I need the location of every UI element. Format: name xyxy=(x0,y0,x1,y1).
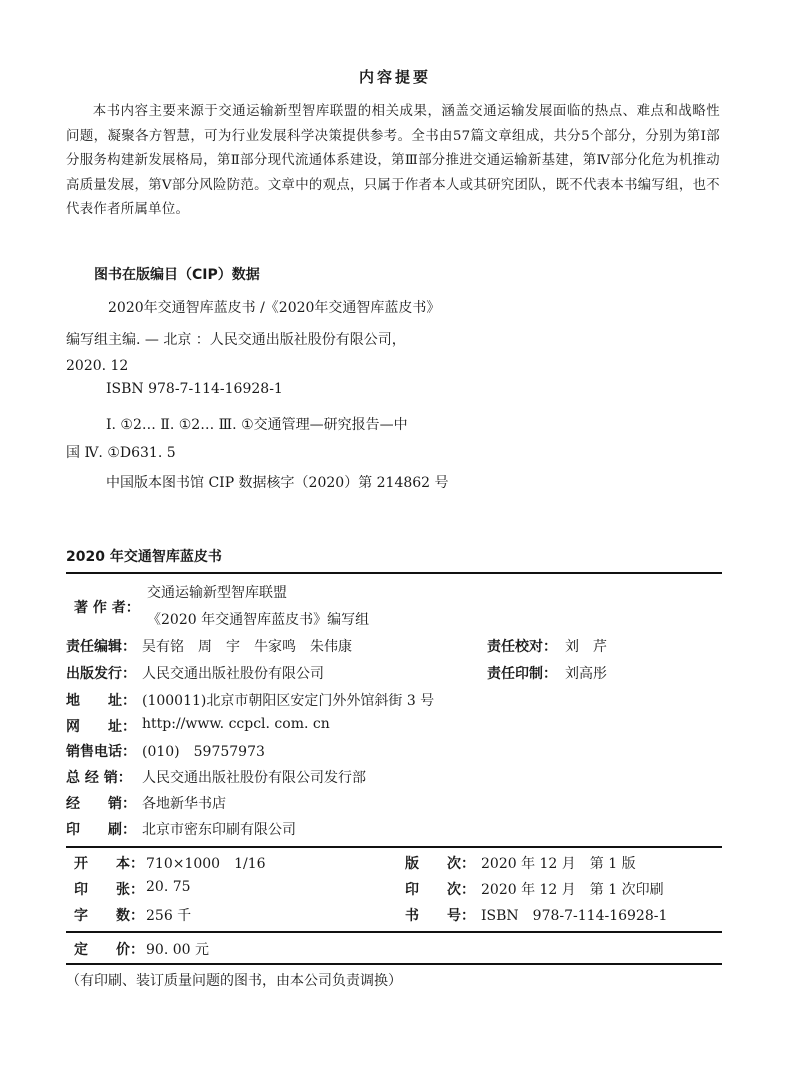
cip-approval: 中国版本图书馆 CIP 数据核字（2020）第 214862 号 xyxy=(106,475,449,491)
cip-line-1: 2020年交通智库蓝皮书 /《2020年交通智库蓝皮书》 xyxy=(108,300,441,316)
words-label: 字 数： xyxy=(74,908,144,924)
bottom-rule xyxy=(66,963,722,965)
cip-line-3: 2020. 12 xyxy=(66,358,129,374)
summary-title: 内容提要 xyxy=(358,68,431,86)
middle-rule xyxy=(66,846,722,848)
website-label: 网 址： xyxy=(66,719,136,735)
top-rule xyxy=(66,572,722,574)
distributor-value: 人民交通出版社股份有限公司发行部 xyxy=(142,770,366,786)
address-value: (100011)北京市朝阳区安定门外外馆斜街 3 号 xyxy=(142,693,435,709)
printing-supervisor-label: 责任印制： xyxy=(487,666,557,682)
proofreader-value: 刘 芹 xyxy=(565,639,607,655)
printer-label: 印 刷： xyxy=(66,822,136,838)
edition-label: 版 次： xyxy=(405,856,475,872)
proofreader-label: 责任校对： xyxy=(487,639,557,655)
phone-label: 销售电话： xyxy=(66,744,136,760)
lower-rule xyxy=(66,931,722,933)
dealer-label: 经 销： xyxy=(66,796,136,812)
printer-value: 北京市密东印刷有限公司 xyxy=(142,822,296,838)
cip-line-2: 编写组主编. — 北京 ：人民交通出版社股份有限公司， xyxy=(66,332,406,348)
editors-label: 责任编辑： xyxy=(66,639,136,655)
summary-body: 本书内容主要来源于交通运输新型智库联盟的相关成果，涵盖交通运输发展面临的热点、难点和战略性问题，凝聚各方智慧，可为行业发展科学决策提供参考。全书由57篇文章组成，共分5个部分，分别为第Ⅰ部分服务构建新发展格局，第Ⅱ部分现代流通体系建设，第Ⅲ部分推进交通运输新基建，第Ⅳ部分化危为机推动高质量发展，第Ⅴ部分风险防范。文章中的观点，只属于作者本人或其研究团队，既不代表本书编写组，也不代表作者所属单位。 xyxy=(66,104,720,217)
format-value: 710×1000 1/16 xyxy=(146,856,266,872)
format-label: 开 本： xyxy=(74,856,144,872)
price-value: 90. 00 元 xyxy=(146,942,209,958)
price-label: 定 价： xyxy=(74,942,144,958)
editors-value: 吴有铭 周 宇 牛家鸣 朱伟康 xyxy=(142,639,352,655)
address-label: 地 址： xyxy=(66,693,136,709)
sheets-label: 印 张： xyxy=(74,882,144,898)
authors-value-1: 交通运输新型智库联盟 xyxy=(147,585,287,601)
sheets-value: 20. 75 xyxy=(146,879,191,895)
edition-value: 2020 年 12 月 第 1 版 xyxy=(481,856,636,872)
isbn-value: ISBN 978-7-114-16928-1 xyxy=(481,908,668,924)
impression-value: 2020 年 12 月 第 1 次印刷 xyxy=(481,882,664,898)
authors-label: 著 作 者： xyxy=(74,600,140,616)
cip-heading: 图书在版编目（CIP）数据 xyxy=(94,267,260,283)
isbn-label: 书 号： xyxy=(405,908,475,924)
printing-supervisor-value: 刘高彤 xyxy=(565,666,607,682)
cip-isbn: ISBN 978-7-114-16928-1 xyxy=(106,381,283,397)
book-title: 2020 年交通智库蓝皮书 xyxy=(66,549,222,565)
phone-value: (010) 59757973 xyxy=(142,744,265,760)
authors-value-2: 《2020 年交通智库蓝皮书》编写组 xyxy=(147,612,370,628)
website-value: http://www. ccpcl. com. cn xyxy=(142,716,330,732)
distributor-label: 总 经 销： xyxy=(66,770,132,786)
dealer-value: 各地新华书店 xyxy=(142,796,226,812)
impression-label: 印 次： xyxy=(405,882,475,898)
publisher-label: 出版发行： xyxy=(66,666,136,682)
publisher-value: 人民交通出版社股份有限公司 xyxy=(142,666,324,682)
cip-class-line-2: 国 Ⅳ. ①D631. 5 xyxy=(66,445,176,461)
words-value: 256 千 xyxy=(146,908,192,924)
quality-note: （有印刷、装订质量问题的图书，由本公司负责调换） xyxy=(66,973,402,989)
cip-class-line-1: Ⅰ. ①2… Ⅱ. ①2… Ⅲ. ①交通管理—研究报告—中 xyxy=(106,417,408,433)
